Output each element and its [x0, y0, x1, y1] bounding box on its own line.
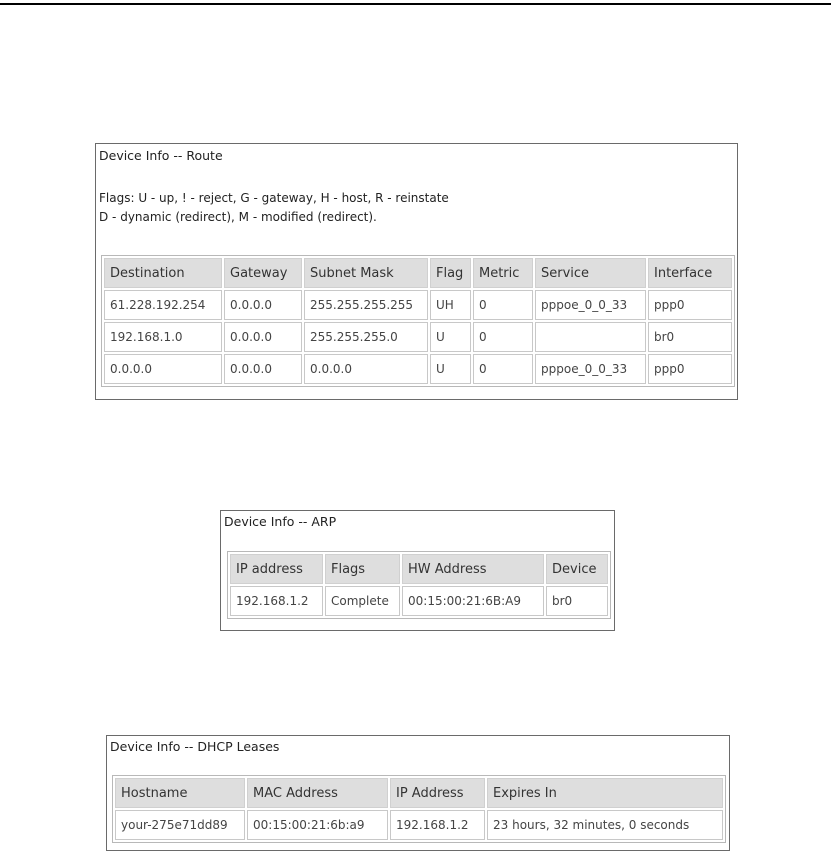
- arp-col-hw-address: HW Address: [402, 554, 544, 584]
- route-title: Device Info -- Route: [99, 148, 223, 163]
- arp-panel: [220, 510, 615, 631]
- table-row: [104, 290, 732, 320]
- dhcp-table: [112, 775, 726, 843]
- route-cell: 255.255.255.0: [304, 322, 428, 352]
- route-table: [101, 255, 735, 387]
- route-cell: 192.168.1.0: [104, 322, 222, 352]
- table-row: [104, 322, 732, 352]
- route-cell: U: [430, 322, 471, 352]
- arp-col-ip-address: IP address: [230, 554, 323, 584]
- table-row: [230, 586, 608, 616]
- route-cell: ppp0: [648, 290, 732, 320]
- dhcp-col-hostname: Hostname: [115, 778, 245, 808]
- route-col-metric: Metric: [473, 258, 533, 288]
- dhcp-col-mac-address: MAC Address: [247, 778, 388, 808]
- dhcp-cell: 192.168.1.2: [390, 810, 485, 840]
- route-cell: U: [430, 354, 471, 384]
- dhcp-col-expires-in: Expires In: [487, 778, 723, 808]
- route-cell: br0: [648, 322, 732, 352]
- dhcp-title: Device Info -- DHCP Leases: [110, 739, 280, 754]
- table-row: [104, 354, 732, 384]
- dhcp-cell: 23 hours, 32 minutes, 0 seconds: [487, 810, 723, 840]
- route-col-subnet-mask: Subnet Mask: [304, 258, 428, 288]
- dhcp-cell: 00:15:00:21:6b:a9: [247, 810, 388, 840]
- dhcp-panel: [106, 735, 730, 851]
- route-cell: [535, 322, 646, 352]
- route-flags-line2: D - dynamic (redirect), M - modified (redirect).: [99, 210, 377, 224]
- route-cell: 0: [473, 322, 533, 352]
- route-cell: 0.0.0.0: [304, 354, 428, 384]
- arp-header-row: [230, 554, 608, 584]
- route-panel: [95, 143, 738, 400]
- table-row: [115, 810, 723, 840]
- arp-cell: 00:15:00:21:6B:A9: [402, 586, 544, 616]
- route-cell: pppoe_0_0_33: [535, 290, 646, 320]
- route-cell: 61.228.192.254: [104, 290, 222, 320]
- arp-title: Device Info -- ARP: [224, 514, 337, 529]
- route-col-interface: Interface: [648, 258, 732, 288]
- route-cell: ppp0: [648, 354, 732, 384]
- route-cell: 0.0.0.0: [224, 290, 302, 320]
- route-col-destination: Destination: [104, 258, 222, 288]
- route-cell: 0.0.0.0: [224, 354, 302, 384]
- route-cell: 0: [473, 354, 533, 384]
- route-header-row: [104, 258, 732, 288]
- arp-cell: Complete: [325, 586, 400, 616]
- arp-table: [227, 551, 611, 619]
- route-cell: 255.255.255.255: [304, 290, 428, 320]
- route-cell: 0.0.0.0: [104, 354, 222, 384]
- route-col-service: Service: [535, 258, 646, 288]
- route-cell: 0: [473, 290, 533, 320]
- dhcp-cell: your-275e71dd89: [115, 810, 245, 840]
- arp-col-device: Device: [546, 554, 608, 584]
- route-cell: pppoe_0_0_33: [535, 354, 646, 384]
- dhcp-header-row: [115, 778, 723, 808]
- arp-cell: 192.168.1.2: [230, 586, 323, 616]
- route-col-flag: Flag: [430, 258, 471, 288]
- route-col-gateway: Gateway: [224, 258, 302, 288]
- arp-cell: br0: [546, 586, 608, 616]
- top-rule: [0, 3, 831, 5]
- route-cell: UH: [430, 290, 471, 320]
- arp-col-flags: Flags: [325, 554, 400, 584]
- route-flags-line1: Flags: U - up, ! - reject, G - gateway, H - host, R - reinstate: [99, 191, 449, 205]
- dhcp-col-ip-address: IP Address: [390, 778, 485, 808]
- route-cell: 0.0.0.0: [224, 322, 302, 352]
